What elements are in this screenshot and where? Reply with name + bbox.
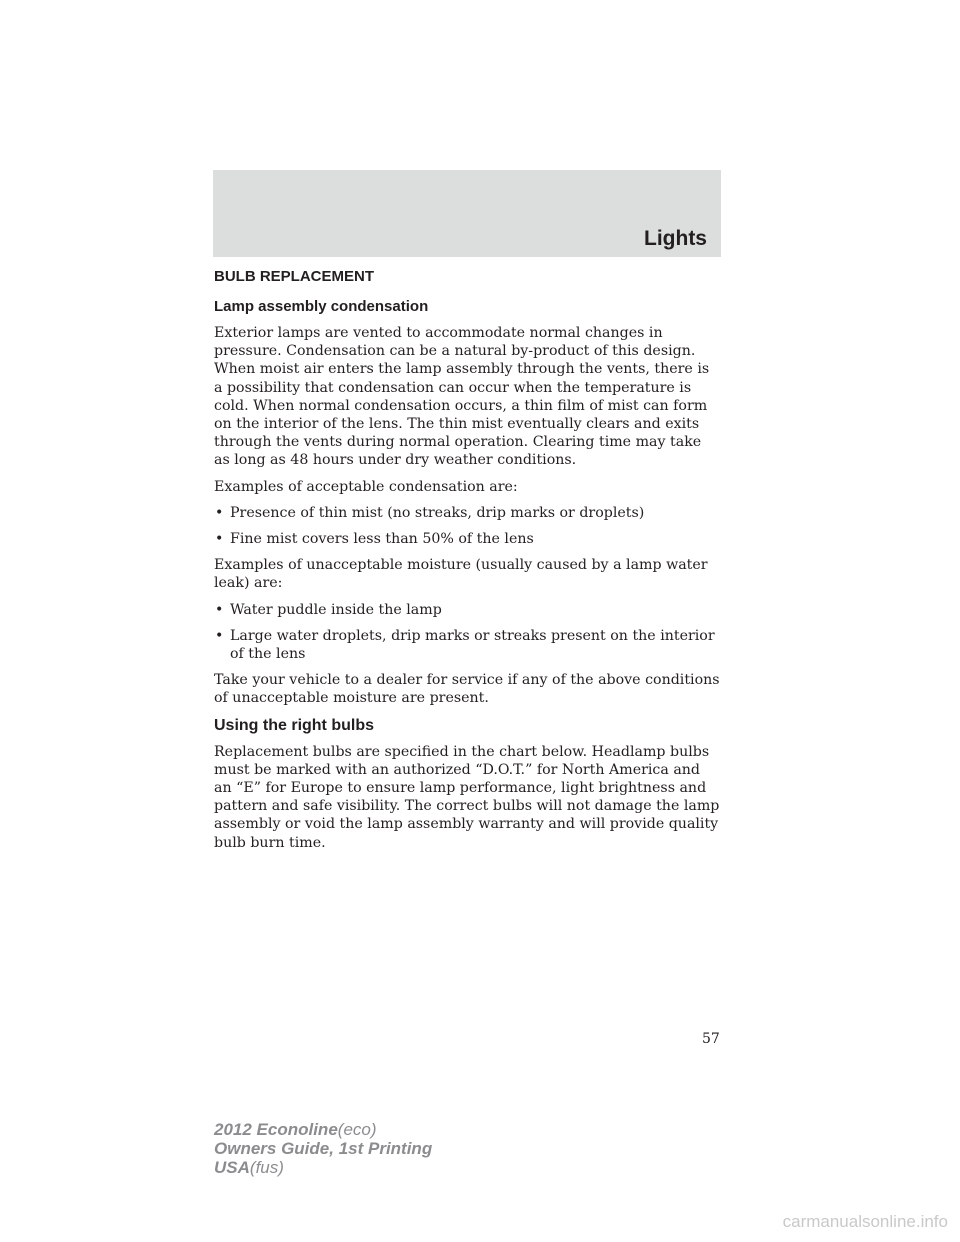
list-item-text: Presence of thin mist (no streaks, drip marks or droplets) (230, 504, 645, 521)
heading-bulb-replacement: BULB REPLACEMENT (214, 268, 374, 285)
section-title: Lights (644, 227, 707, 250)
bullet-glyph: • (215, 601, 224, 618)
footer-market-code: (fus) (249, 1158, 284, 1177)
unacceptable-intro: Examples of unacceptable moisture (usually caused by a lamp water leak) are: (214, 557, 708, 592)
acceptable-intro: Examples of acceptable condensation are: (214, 478, 518, 495)
footer-line-market (214, 1158, 432, 1177)
list-item-text: Large water droplets, drip marks or streaks present on the interior of the lens (230, 627, 715, 663)
paragraph-bulbs: Replacement bulbs are specified in the chart below. Headlamp bulbs must be marked with an authorized “D.O.T.” for North America and an “E” for Europe to ensure lamp performance, light brightness and pattern and safe visibility. The correct bulbs will not damage the lamp assembly or void the lamp assembly warranty and will provide quality bulb burn time. (214, 743, 720, 851)
bullet-glyph: • (215, 627, 224, 644)
subheading-right-bulbs: Using the right bulbs (214, 716, 374, 734)
paragraph-condensation: Exterior lamps are vented to accommodate normal changes in pressure. Condensation can be a natural by-product of this design. When moist air enters the lamp assembly through the vents, there is a possibility that condensation can occur when the temperature is cold. When normal condensation occurs, a thin film of mist can form on the interior of the lens. The thin mist eventually clears and exits through the vents during normal operation. Clearing time may take as long as 48 hours under dry weather conditions. (214, 325, 710, 469)
list-item (214, 504, 720, 522)
footer-model: 2012 Econoline (214, 1120, 338, 1139)
section-header-band (213, 170, 721, 257)
page-content (214, 268, 720, 860)
footer-line-printing: Owners Guide, 1st Printing (214, 1139, 433, 1158)
paragraph-dealer: Take your vehicle to a dealer for service if any of the above conditions of unacceptable moisture are present. (214, 672, 720, 707)
list-item (214, 601, 720, 619)
watermark: carmanualsonline.info (782, 1212, 948, 1231)
subheading-lamp-condensation: Lamp assembly condensation (214, 298, 429, 315)
footer-line-model (214, 1120, 432, 1139)
footer-model-code: (eco) (337, 1120, 377, 1139)
bullet-glyph: • (215, 531, 224, 548)
list-item-text: Water puddle inside the lamp (230, 601, 442, 618)
list-item (214, 530, 720, 548)
list-item-text: Fine mist covers less than 50% of the lens (230, 531, 534, 548)
footer-market: USA (214, 1158, 250, 1177)
list-item (214, 627, 720, 663)
document-footer (214, 1120, 432, 1177)
bullet-glyph: • (215, 504, 224, 521)
page-number: 57 (702, 1031, 720, 1047)
